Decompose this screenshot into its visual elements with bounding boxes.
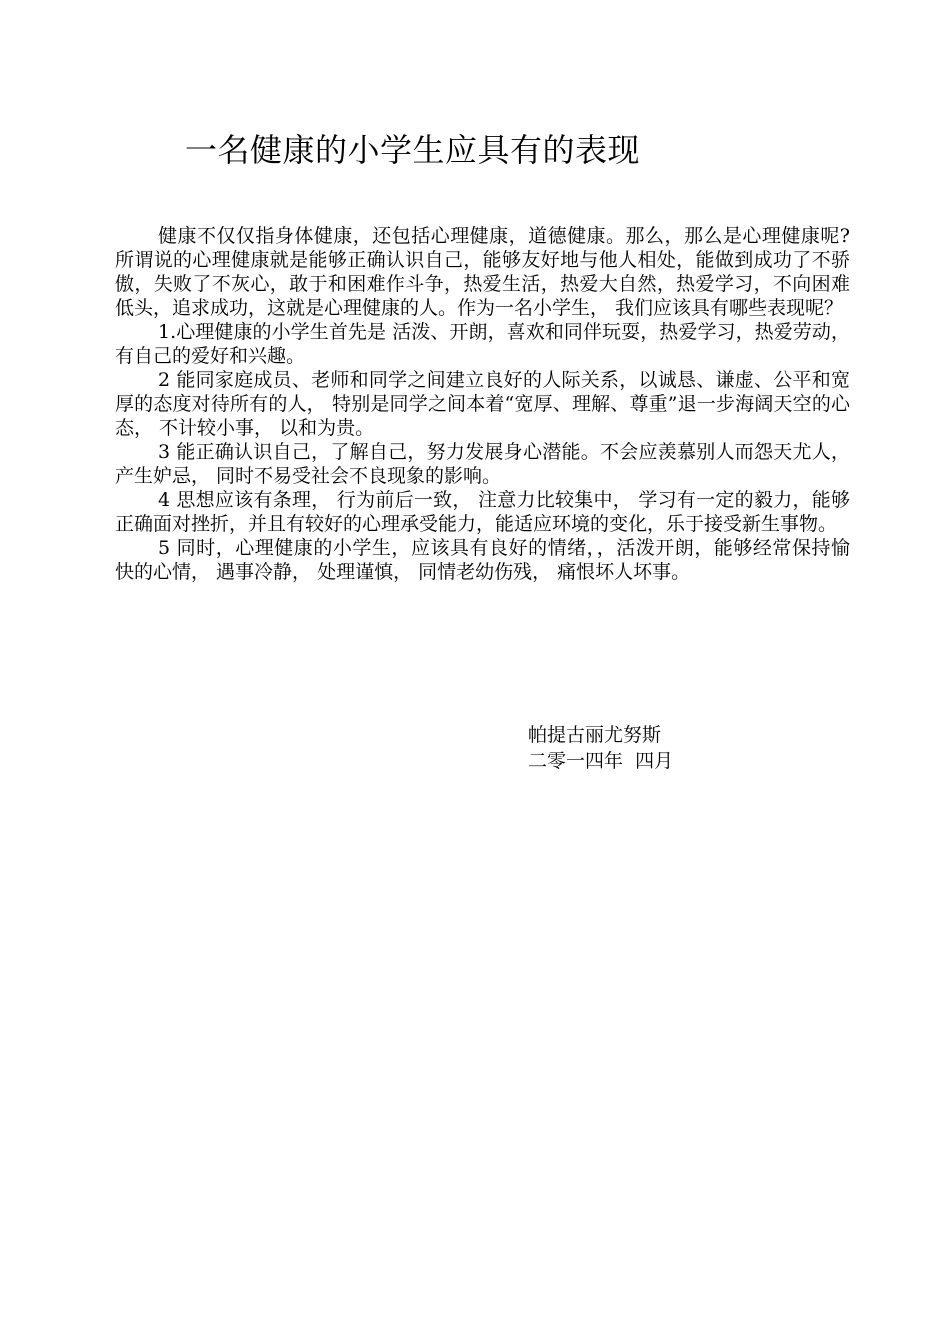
- paragraph-point-1: 1.心理健康的小学生首先是 活泼、开朗，喜欢和同伴玩耍，热爱学习，热爱劳动， 有自己的爱好和兴趣。: [115, 321, 850, 367]
- signature-block: [528, 722, 673, 774]
- signature-date: 二零一四年 四月: [528, 750, 674, 772]
- document-body: [115, 224, 850, 584]
- signature-author: 帕提古丽尤努斯: [528, 724, 662, 746]
- paragraph-point-5: 5 同时，心理健康的小学生，应该具有良好的情绪，，活泼开朗，能够经常保持愉快的心情， 遇事冷静， 处理谨慎， 同情老幼伤残， 痛恨坏人坏事。: [115, 537, 850, 583]
- paragraph-point-2: 2 能同家庭成员、老师和同学之间建立良好的人际关系，以诚恳、谦虚、公平和宽厚的态度对待所有的人， 特别是同学之间本着“宽厚、理解、尊重”退一步海阔天空的心态， 不计较小事， 以和为贵。: [115, 369, 850, 439]
- paragraph-intro: 健康不仅仅指身体健康，还包括心理健康，道德健康。那么，那么是心理健康呢? 所谓说的心理健康就是能够正确认识自己，能够友好地与他人相处，能做到成功了不骄傲，失败了不灰心，敢于和困难作斗争，热爱生活，热爱大自然，热爱学习，不向困难低头，追求成功，这就是心理健康的人。作为一名小学生， 我们应该具有哪些表现呢？: [115, 225, 850, 319]
- paragraph-point-3: 3 能正确认识自己，了解自己，努力发展身心潜能。不会应羡慕别人而怨天尤人， 产生妒忌， 同时不易受社会不良现象的影响。: [115, 441, 850, 487]
- paragraph-point-4: 4 思想应该有条理， 行为前后一致， 注意力比较集中， 学习有一定的毅力，能够正确面对挫折，并且有较好的心理承受能力，能适应环境的变化，乐于接受新生事物。: [115, 489, 850, 535]
- document-title: 一名健康的小学生应具有的表现: [185, 131, 641, 169]
